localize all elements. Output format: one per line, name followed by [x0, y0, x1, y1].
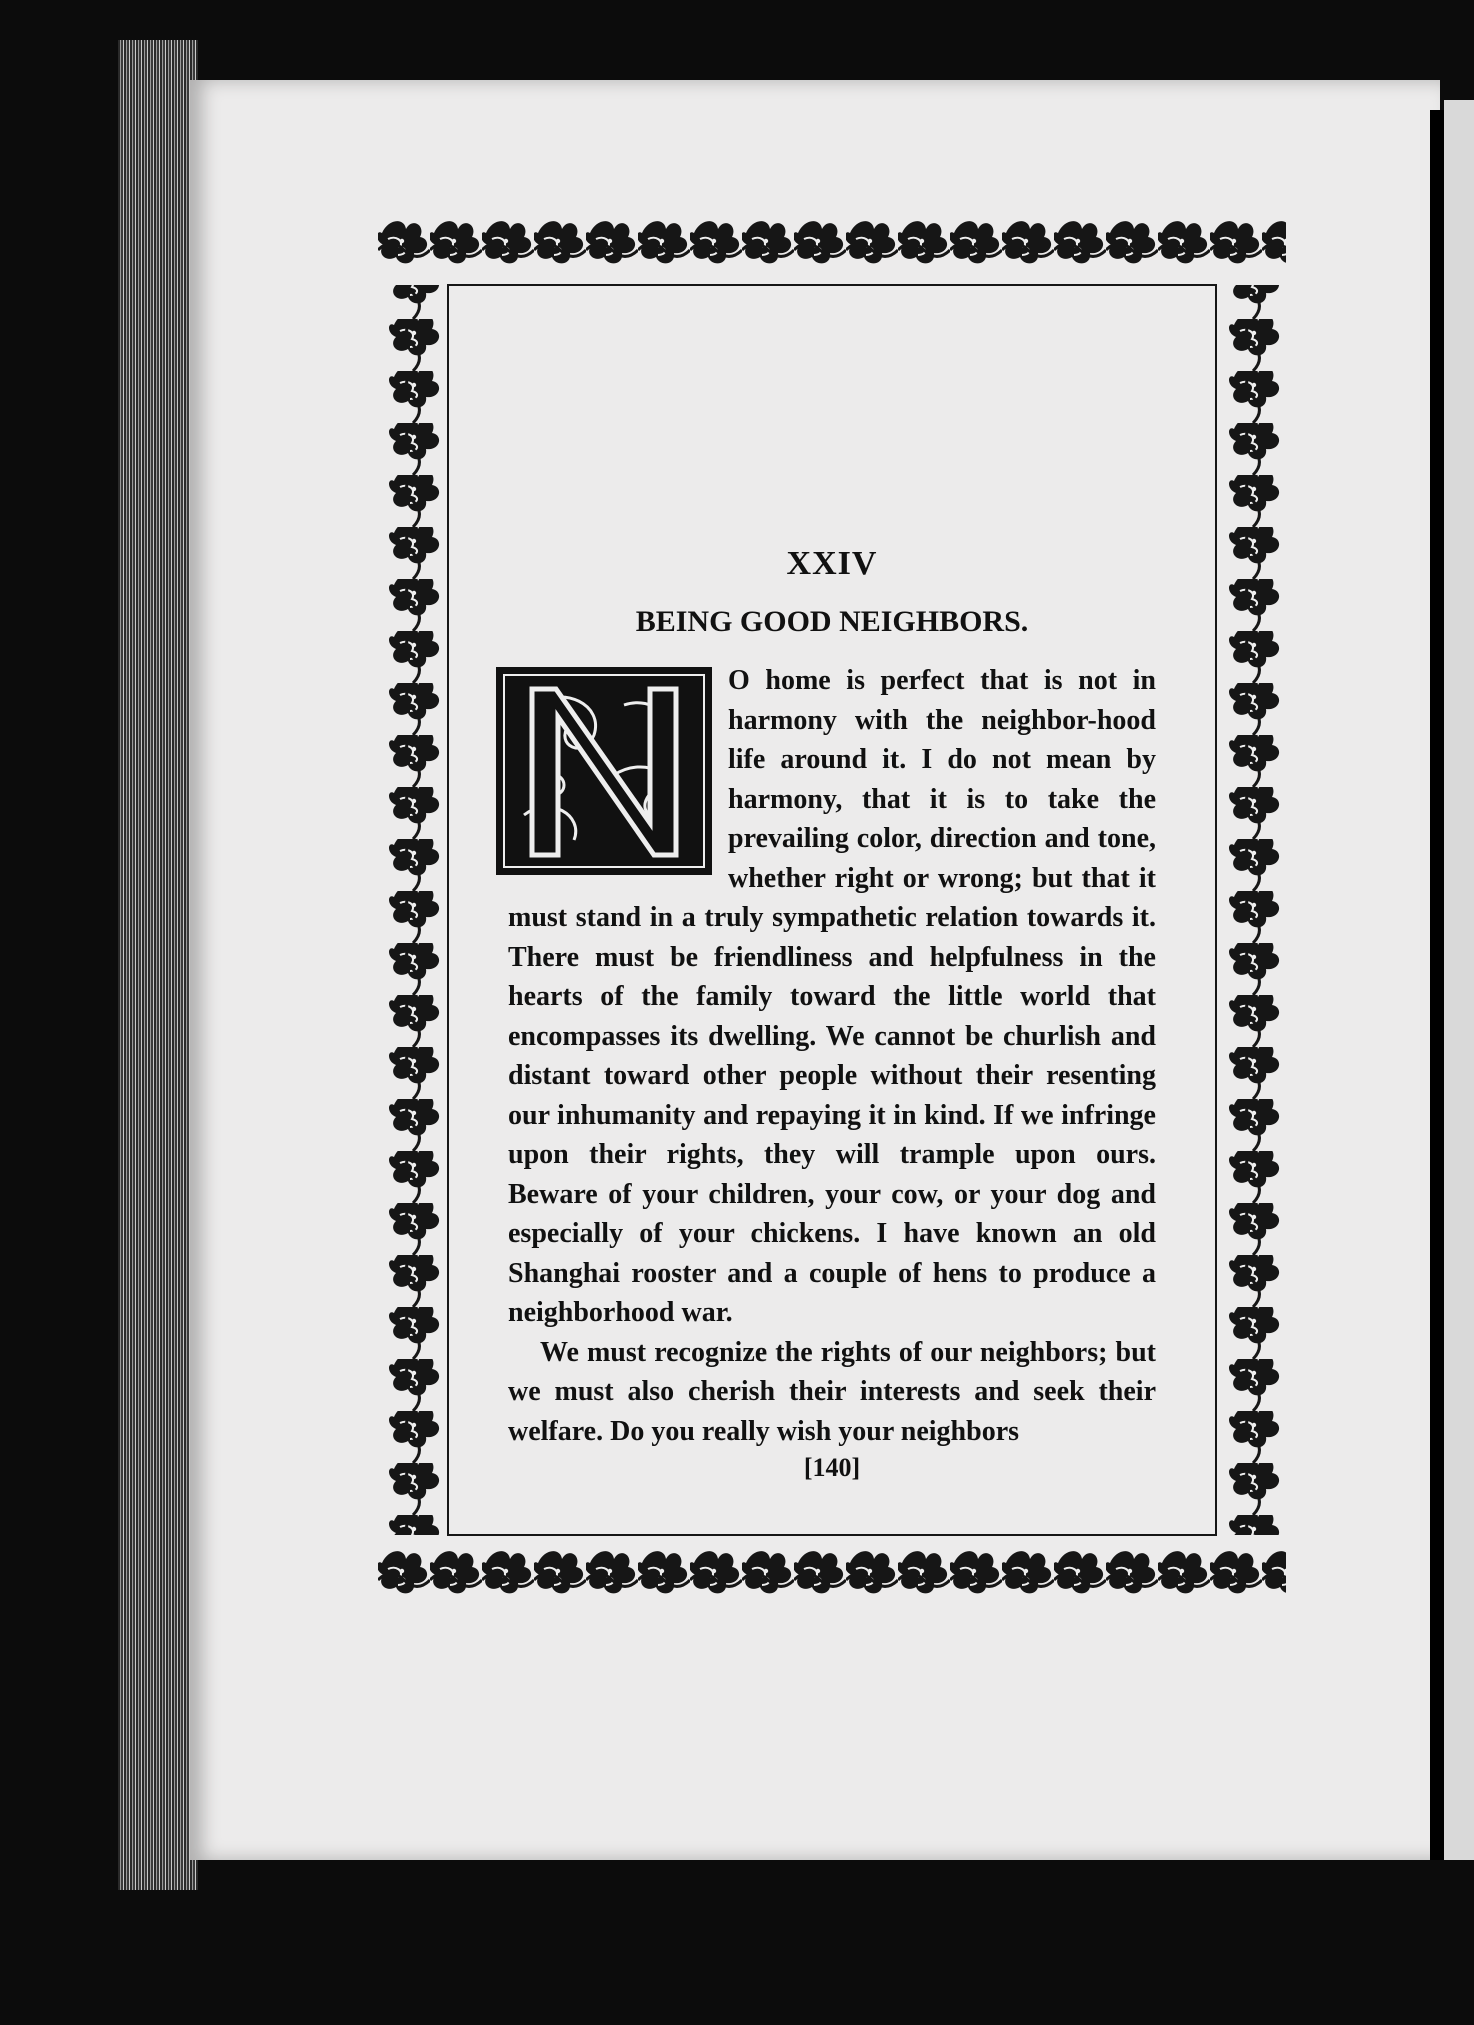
ornamental-frame [378, 215, 1286, 2025]
book-gutter [1430, 110, 1444, 1860]
text-block [508, 545, 1156, 1483]
page-number: [140] [803, 1453, 861, 1482]
facing-page-edge [1444, 100, 1474, 1860]
paragraph-2: We must recognize the rights of our neighbors; but we must also cherish their interests and seek their welfare. Do you really wish your neighbors [508, 1336, 1156, 1447]
chapter-title: BEING GOOD NEIGHBORS. [635, 605, 1029, 638]
drop-cap-letter: N [603, 795, 605, 796]
chapter-number: XXIV [786, 545, 878, 582]
drop-cap-initial [494, 665, 714, 877]
paragraph-1: O home is perfect that is not in harmony with the neighbor-hood life around it. I do not mean by harmony, that it is to take the prevailing color, direction and tone, whether right or wrong; but that it must stand in a truly sympathetic relation towards it. There must be friendliness and helpfulness in the hearts of the family toward the little world that encompasses its dwelling. We cannot be churlish and distant toward other people without their resenting our inhumanity and repaying it in kind. If we infringe upon their rights, they will trample upon ours. Beware of your children, your cow, or your dog and especially of your chickens. I have known an old Shanghai rooster and a couple of hens to produce a neighborhood war. [508, 665, 1156, 1328]
book-page-edges [118, 40, 198, 1890]
